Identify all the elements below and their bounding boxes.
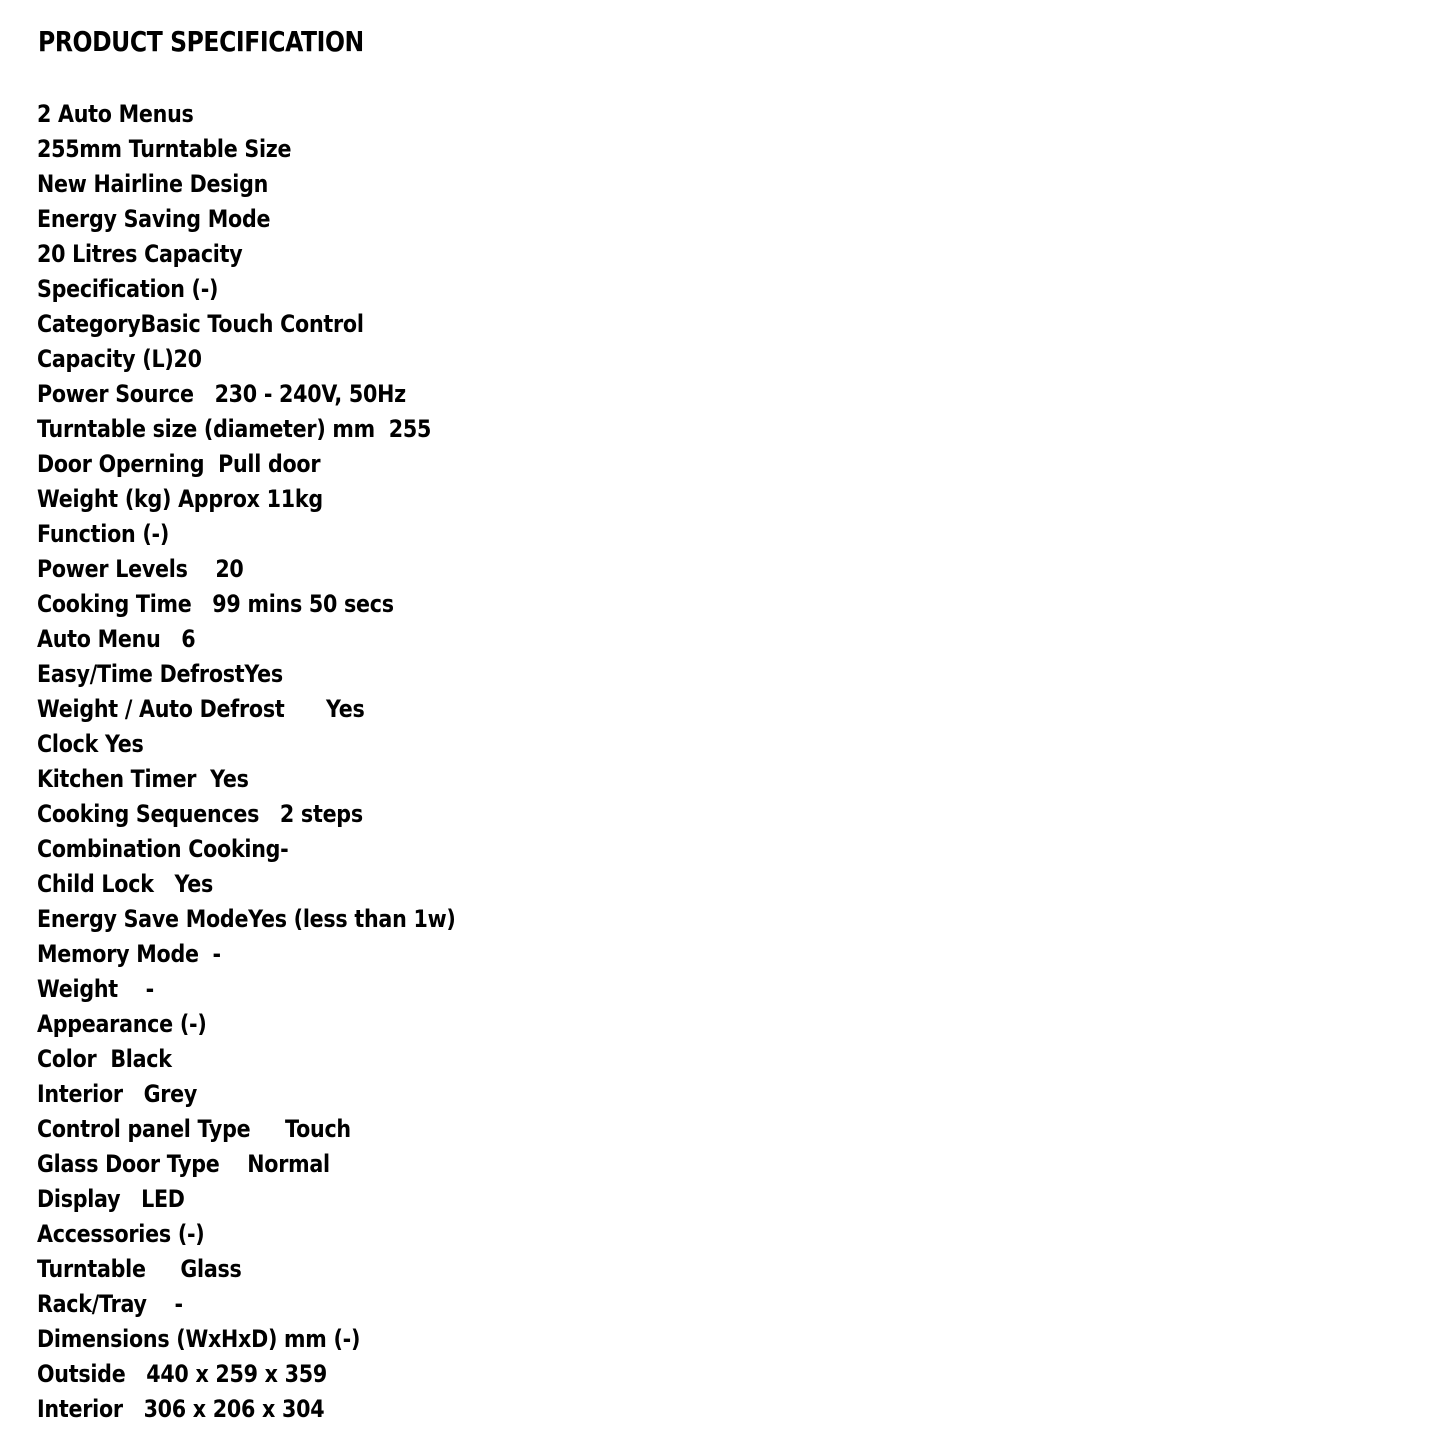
spec-line: 20 Litres Capacity [37,240,243,268]
spec-line: Weight - [37,975,154,1003]
spec-section-heading: Dimensions (WxHxD) mm (-) [37,1325,361,1353]
spec-line: CategoryBasic Touch Control [37,310,364,338]
spec-line: Energy Save ModeYes (less than 1w) [37,905,456,933]
spec-page [37,0,1417,1440]
spec-line: Child Lock Yes [37,870,214,898]
spec-section-heading: Appearance (-) [37,1010,207,1038]
spec-section-heading: Accessories (-) [37,1220,205,1248]
spec-list [37,97,524,1427]
spec-line: Turntable size (diameter) mm 255 [37,415,432,443]
spec-line: Capacity (L)20 [37,345,202,373]
spec-section-heading: Specification (-) [37,275,219,303]
spec-line: Kitchen Timer Yes [37,765,249,793]
spec-line: Combination Cooking- [37,835,289,863]
spec-line: Power Source 230 - 240V, 50Hz [37,380,406,408]
spec-line: Easy/Time DefrostYes [37,660,283,688]
spec-line: 255mm Turntable Size [37,135,292,163]
spec-line: 2 Auto Menus [37,100,194,128]
spec-line: Power Levels 20 [37,555,244,583]
spec-line: Rack/Tray - [37,1290,183,1318]
spec-line: Energy Saving Mode [37,205,271,233]
spec-line: Weight / Auto Defrost Yes [37,695,365,723]
spec-line: New Hairline Design [37,170,269,198]
spec-line: Weight (kg) Approx 11kg [37,485,323,513]
spec-line: Cooking Sequences 2 steps [37,800,363,828]
spec-line: Control panel Type Touch [37,1115,351,1143]
spec-line: Cooking Time 99 mins 50 secs [37,590,394,618]
spec-line: Outside 440 x 259 x 359 [37,1360,327,1388]
spec-line: Glass Door Type Normal [37,1150,330,1178]
spec-line: Interior 306 x 206 x 304 [37,1395,325,1423]
spec-line: Interior Grey [37,1080,198,1108]
spec-line: Auto Menu 6 [37,625,196,653]
spec-line: Door Operning Pull door [37,450,321,478]
spec-line: Color Black [37,1045,172,1073]
spec-section-heading: Function (-) [37,520,170,548]
spec-line: Clock Yes [37,730,144,758]
spec-line: Turntable Glass [37,1255,242,1283]
spec-line: Memory Mode - [37,940,221,968]
spec-line: Display LED [37,1185,185,1213]
page-title: PRODUCT SPECIFICATION [38,25,364,58]
